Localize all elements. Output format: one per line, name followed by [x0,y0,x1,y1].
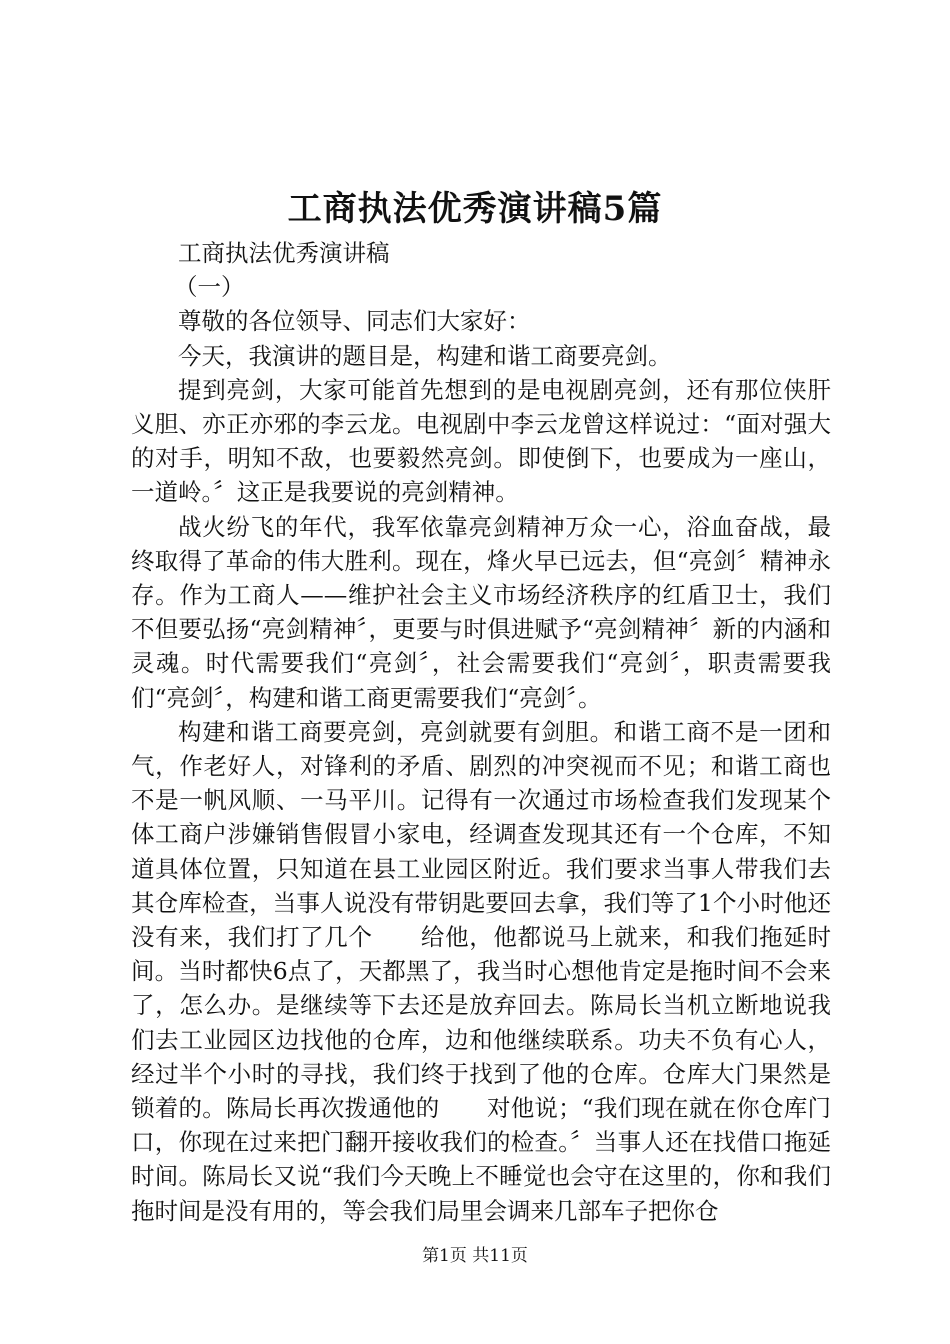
paragraph-case-story: 构建和谐工商要亮剑，亮剑就要有剑胆。和谐工商不是一团和气，作老好人，对锋利的矛盾、剧烈的冲突视而不见；和谐工商也不是一帆风顺、一马平川。记得有一次通过市场检查我们发现某个体工商户涉嫌销售假冒小家电，经调查发现其还有一个仓库，不知道具体位置，只知道在县工业园区附近。我们要求当事人带我们去其仓库检查，当事人说没有带钥匙要回去拿，我们等了1个小时他还没有来，我们打了几个 给他，他都说马上就来，和我们拖延时间。当时都快6点了，天都黑了，我当时心想他肯定是拖时间不会来了，怎么办。是继续等下去还是放弃回去。陈局长当机立断地说我们去工业园区边找他的仓库，边和他继续联系。功夫不负有心人，经过半个小时的寻找，我们终于找到了他的仓库。仓库大门果然是锁着的。陈局长再次拨通他的 对他说；“我们现在就在你仓库门口，你现在过来把门翻开接收我们的检查。〞当事人还在找借口拖延时间。陈局长又说“我们今天晚上不睡觉也会守在这里的，你和我们拖时间是没有用的，等会我们局里会调来几部车子把你仓 [131,717,831,1225]
subtitle: 工商执法优秀演讲稿 [178,239,390,267]
paragraph-liangjian-spirit: 战火纷飞的年代，我军依靠亮剑精神万众一心，浴血奋战，最终取得了革命的伟大胜利。现在，烽火早已远去，但“亮剑〞精神永存。作为工商人——维护社会主义市场经济秩序的红盾卫士，我们不但要弘扬“亮剑精神〞，更要与时俱进赋予“亮剑精神〞新的内涵和灵魂。时代需要我们“亮剑〞，社会需要我们“亮剑〞，职责需要我们“亮剑〞，构建和谐工商更需要我们“亮剑〞。 [131,512,831,712]
document-body [131,236,831,1228]
document-title: 工商执法优秀演讲稿5篇 [287,189,663,229]
paragraph-liangjian-intro: 提到亮剑，大家可能首先想到的是电视剧亮剑，还有那位侠肝义胆、亦正亦邪的李云龙。电视剧中李云龙曾这样说过：“面对强大的对手，明知不敌，也要毅然亮剑。即使倒下，也要成为一座山，一道岭。〞这正是我要说的亮剑精神。 [131,375,831,507]
page-footer: 第1页 共11页 [422,1246,528,1266]
paragraph-topic: 今天，我演讲的题目是，构建和谐工商要亮剑。 [178,341,672,370]
section-label: （一） [174,273,245,302]
paragraph-greeting: 尊敬的各位领导、同志们大家好： [178,307,531,336]
